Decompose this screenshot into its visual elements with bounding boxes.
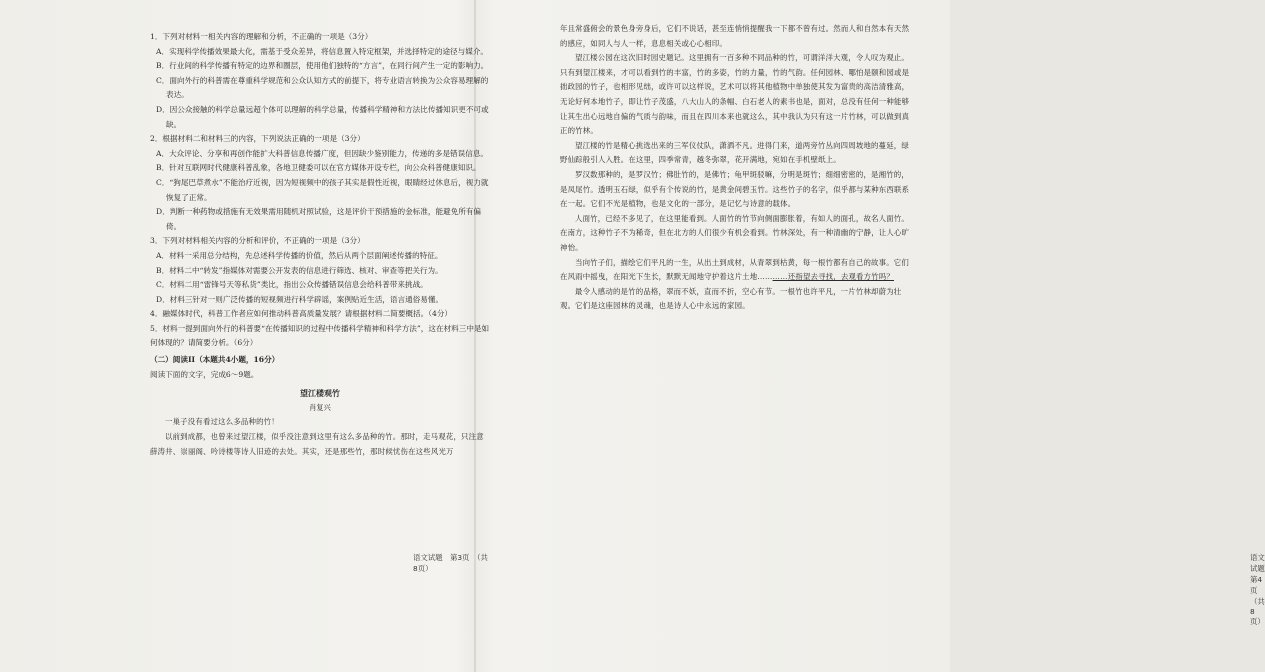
- option-2a: A．大众评论、分享和再创作能扩大科普信息传播广度，但因缺少鉴别能力，传递的多是错误信息。: [156, 148, 489, 158]
- option-1b: B．行业间的科学传播有特定的边界和圈层，使用他们独特的“方言”，在同行间产生一定的影响力。: [156, 61, 489, 71]
- article-paragraph: [560, 256, 910, 285]
- option-1a: A．实现科学传播效果最大化，需基于受众差异，将信息置入特定框架，并选择特定的途径与媒介。: [156, 46, 489, 56]
- option-2b: B．针对互联网时代健康科普乱象，各地卫健委可以在官方媒体开设专栏，向公众科普健康知识。: [156, 163, 481, 173]
- question-2: 2．根据材料二和材料三的内容，下列说法正确的一项是（3分）: [150, 134, 365, 144]
- underlined-sentence: ……还指望去寻找，去观看方竹吗？: [772, 272, 894, 282]
- page-footer-left: 语文试题 第3页 （共8页）: [413, 553, 488, 573]
- article-paragraph: 以前到成都，也曾来过望江楼，似乎没注意到这里有这么多品种的竹。那时，走马观花，只注意薛涛井、崇丽阁、吟诗楼等诗人旧迹的去处。其实，还是那些竹，那时候忧伤在这些风光万: [150, 432, 484, 456]
- right-article-block: [560, 22, 910, 314]
- article-opening-line: 一巢子没有看过这么多品种的竹！: [165, 417, 279, 427]
- article-paragraph: 望江楼公园在这次旧时园史题记。这里拥有一百多种不同品种的竹，可谓洋洋大观，令人叹为观止。只有到望江楼来，才可以看到竹的丰富，竹的多姿，竹的力量，竹的气韵。任何园林、哪怕是颐和园或是拙政园的竹子，也相形见绌，或许可以这样说，艺术可以将其他植物中单独使其发为富贵的高洁清雅高，无论好何本地竹子，即让竹子茂盛，八大山人的条幅、白石老人的素书也是，面对，总没有任何一种能够让其生出心远地自偏的气质与韵味，而且在四川本来也就这么，其中我认为只有这一片竹林，可以做到真正的竹林。: [560, 53, 910, 136]
- article-author: 肖复兴: [309, 402, 331, 412]
- article-paragraph: 罗汉数那种的，是罗汉竹；佛肚竹的，是佛竹；龟甲斑驳嘛，分明是斑竹；细细密密的，是湘竹的，是凤尾竹。透明玉石绿，似乎有个传说的竹，是黄金间碧玉竹。这些竹子的名字，似乎都与某种东西联系在一起。它们不光是植物，也是文化的一部分，是记忆与诗意的载体。: [560, 169, 910, 209]
- question-3: 3．下列对材料相关内容的分析和评价，不正确的一项是（3分）: [150, 236, 365, 246]
- option-3a: A．材料一采用总分结构，先总述科学传播的价值，然后从两个层面阐述传播的特征。: [156, 250, 443, 260]
- page-footer-right: 语文试题 第4页 （共8页）: [1250, 553, 1265, 626]
- option-3c: C．材料二用“雷锋号天等私货”类比，指出公众传播错误信息会给科普带来挑战。: [156, 280, 428, 290]
- section-heading: （二）阅读II（本题共4小题，16分）: [150, 355, 280, 365]
- page-right: [560, 0, 1265, 672]
- section-intro: 阅读下面的文字，完成6～9题。: [150, 369, 259, 379]
- option-3d: D．材料三针对一则广泛传播的短视频进行科学辟谣，案例贴近生活，语言通俗易懂。: [156, 294, 444, 304]
- article-title: 望江楼观竹: [300, 388, 340, 399]
- option-1c: C．面向外行的科普需在尊重科学规范和公众认知方式的前提下，将专业语言转换为公众容易理解的表达。: [156, 75, 489, 100]
- article-paragraph: 望江楼的竹是精心挑选出来的三军仪仗队，潇洒不凡。进得门来，道两旁竹丛向四周坡地的蔓延，绿野仙踪般引人入胜。在这里，四季常青，越冬弥翠，花开满地，宛如在手机壁纸上。: [560, 140, 909, 165]
- article-paragraph: 年且常盛俯会的景色身旁身后，它们不说话，甚至连悄悄提醒我一下都不曾有过。然而人和自然本有天然的感应，如同人与人一样，息息相关或心心相印。: [560, 24, 910, 48]
- option-3b: B．材料二中“转发”指媒体对需要公开发表的信息进行筛选、核对、审查等把关行为。: [156, 265, 443, 275]
- paragraph-text: 当向竹子们，描绘它们平凡的一生，从出土到成材，从青翠到枯黄，每一根竹都有自己的故事。它们在风雨中摇曳，在阳光下生长，默默无闻地守护着这片土地……: [560, 257, 909, 282]
- option-1d: D．因公众接触的科学总量远超个体可以理解的科学总量，传播科学精神和方法比传播知识更不可或缺。: [156, 104, 489, 129]
- article-paragraph: 最令人感动的是竹的品格，翠而不妖，直而不折，空心有节。一根竹也许平凡，一片竹林却蔚为壮观。它们是这座园林的灵魂，也是诗人心中永远的家园。: [560, 286, 902, 311]
- article-paragraph: 人面竹，已经不多见了，在这里能看到。人面竹的竹节向侧面膨胀着，有如人的面孔，故名人面竹。在南方，这种竹子不为稀奇，但在北方的人们很少有机会看到。竹林深处，有一种清幽的宁静，让人心旷神怡。: [560, 213, 910, 252]
- question-4: 4．融媒体时代，科普工作者应如何推动科普高质量发展？请根据材料二简要概括。（4分）: [150, 309, 453, 319]
- left-question-block: [150, 30, 490, 459]
- page-left: [150, 0, 490, 672]
- question-1: 1．下列对材料一相关内容的理解和分析，不正确的一项是（3分）: [150, 32, 373, 41]
- question-5: 5．材料一提到面向外行的科普要“在传播知识的过程中传播科学精神和科学方法”，这在材料三中是如何体现的？请简要分析。（6分）: [150, 323, 490, 348]
- option-2d: D．判断一种药物或措施有无效果需用随机对照试验，这是评价干预措施的金标准，能避免所有偏倚。: [156, 207, 482, 231]
- option-2c: C．“狗尾巴草煮水”不能治疗近视，因为短视频中的孩子其实是假性近视，眼睛经过休息后，视力就恢复了正常。: [156, 177, 489, 202]
